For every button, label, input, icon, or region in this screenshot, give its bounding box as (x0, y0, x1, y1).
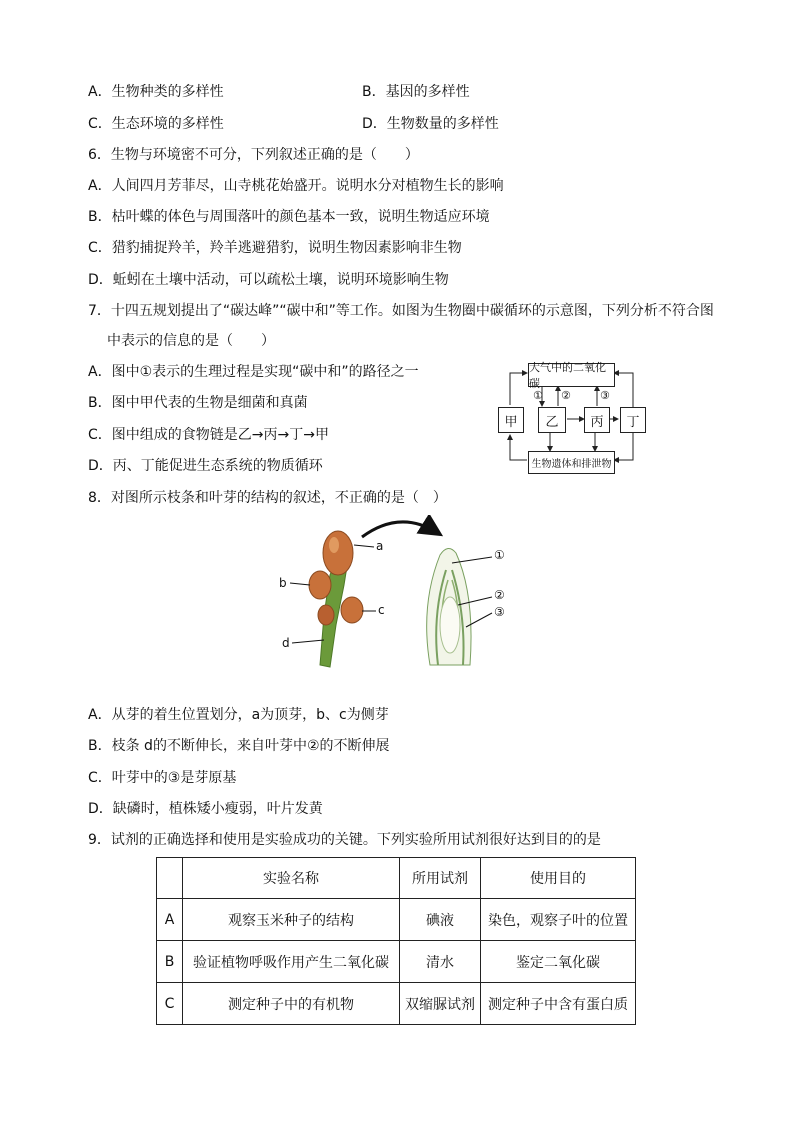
label-1: ① (533, 389, 543, 402)
twig-bud-figure (270, 515, 520, 675)
carbon-cycle-diagram (490, 355, 660, 480)
table-cell: 双缩脲试剂 (400, 983, 481, 1025)
q5-option-d (362, 114, 499, 134)
q7-stem-line1: 7．十四五规划提出了“碳达峰”“碳中和”等工作。如图为生物圈中碳循环的示意图，下列分析不符合图 (88, 303, 714, 319)
q8-option-c: C．叶芽中的③是芽原基 (88, 770, 237, 786)
q8-stem: 8．对图所示枝条和叶芽的结构的叙述，不正确的是（ ） (88, 490, 447, 506)
q5-option-c (88, 114, 224, 134)
table-cell: 测定种子中含有蛋白质 (481, 983, 636, 1025)
table-cell: 测定种子中的有机物 (183, 983, 400, 1025)
table-cell: 清水 (400, 941, 481, 983)
q7-option-c: C．图中组成的食物链是乙→丙→丁→甲 (88, 427, 329, 443)
q7-option-d: D．丙、丁能促进生态系统的物质循环 (88, 458, 323, 474)
table-cell: C (157, 983, 183, 1025)
remains-box: 生物遗体和排泄物 (528, 451, 615, 474)
table-cell: 验证植物呼吸作用产生二氧化碳 (183, 941, 400, 983)
label-3: ③ (494, 605, 505, 619)
option-letter: A． (88, 84, 112, 100)
label-2: ② (561, 389, 571, 402)
option-letter: B． (362, 84, 386, 100)
atmosphere-co2-box: 大气中的二氧化碳 (528, 363, 615, 387)
table-cell: B (157, 941, 183, 983)
yi-box: 乙 (538, 407, 566, 433)
bing-box: 丙 (584, 407, 610, 433)
header-cell: 实验名称 (183, 858, 400, 899)
jia-box: 甲 (498, 407, 524, 433)
table-cell: 鉴定二氧化碳 (481, 941, 636, 983)
table-cell: 观察玉米种子的结构 (183, 899, 400, 941)
header-cell (157, 858, 183, 899)
option-text: 生物数量的多样性 (386, 116, 499, 132)
table-cell: 碘液 (400, 899, 481, 941)
table-header-row (157, 858, 636, 899)
header-cell: 使用目的 (481, 858, 636, 899)
q6-option-a: A．人间四月芳菲尽，山寺桃花始盛开。说明水分对植物生长的影响 (88, 178, 504, 194)
label-a: a (376, 539, 384, 553)
option-text: 生态环境的多样性 (111, 116, 224, 132)
q8-option-d: D．缺磷时，植株矮小瘦弱，叶片发黄 (88, 801, 323, 817)
q7-option-b: B．图中甲代表的生物是细菌和真菌 (88, 395, 308, 411)
table-row (157, 983, 636, 1025)
twig-bud-drawing (270, 515, 520, 675)
table-cell: 染色，观察子叶的位置 (481, 899, 636, 941)
q9-stem: 9．试剂的正确选择和使用是实验成功的关键。下列实验所用试剂很好达到目的的是 (88, 832, 601, 848)
q7-stem-line2: 中表示的信息的是（ ） (107, 333, 275, 349)
q8-option-b: B．枝条 d的不断伸长，来自叶芽中②的不断伸展 (88, 738, 390, 754)
q6-option-c: C．猎豹捕捉羚羊，羚羊逃避猎豹，说明生物因素影响非生物 (88, 240, 462, 256)
label-2: ② (494, 588, 505, 602)
experiment-table (156, 857, 636, 1025)
label-d: d (282, 636, 290, 650)
table-cell: A (157, 899, 183, 941)
option-text: 基因的多样性 (385, 84, 470, 100)
table-row (157, 941, 636, 983)
ding-box: 丁 (620, 407, 646, 433)
label-1: ① (494, 548, 505, 562)
q6-stem: 6．生物与环境密不可分，下列叙述正确的是（ ） (88, 147, 419, 163)
table-row (157, 899, 636, 941)
label-3: ③ (600, 389, 610, 402)
q6-option-b: B．枯叶蝶的体色与周围落叶的颜色基本一致，说明生物适应环境 (88, 209, 490, 225)
header-cell: 所用试剂 (400, 858, 481, 899)
q5-option-a (88, 82, 224, 102)
option-letter: C． (88, 116, 112, 132)
q5-option-b (362, 82, 470, 102)
q6-option-d: D．蚯蚓在土壤中活动，可以疏松土壤，说明环境影响生物 (88, 272, 449, 288)
label-b: b (279, 576, 287, 590)
option-text: 生物种类的多样性 (111, 84, 224, 100)
q7-option-a: A．图中①表示的生理过程是实现“碳中和”的路径之一 (88, 364, 419, 380)
option-letter: D． (362, 116, 387, 132)
label-c: c (378, 603, 385, 617)
q8-option-a: A．从芽的着生位置划分，a为顶芽，b、c为侧芽 (88, 707, 389, 723)
